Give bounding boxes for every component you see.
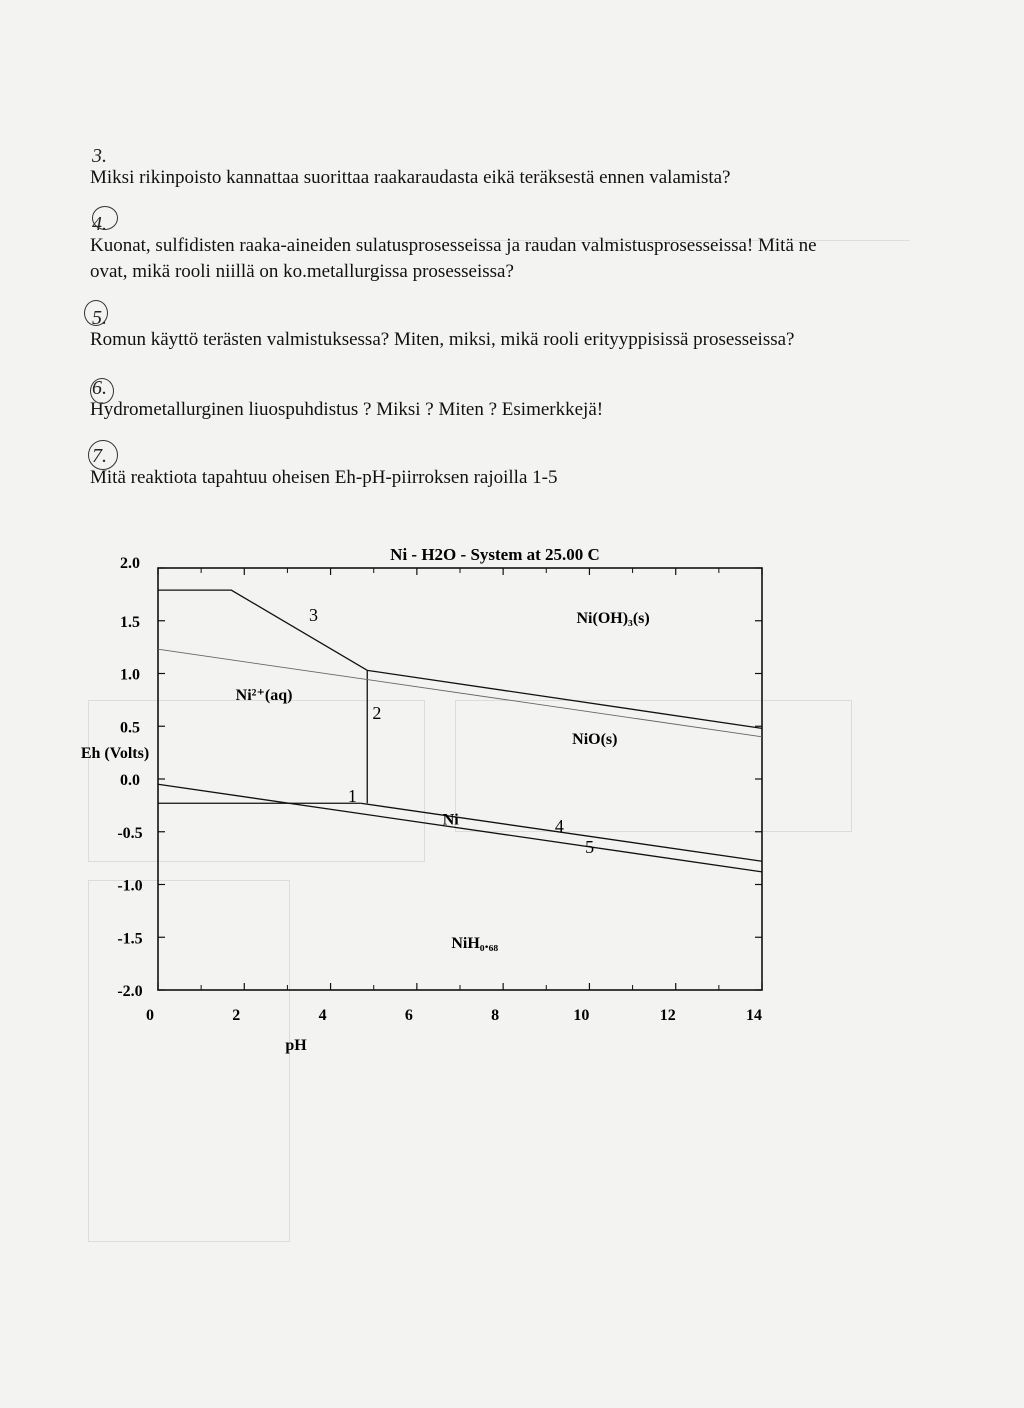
x-tick-label: 2 <box>232 1007 241 1024</box>
region-label: Ni(OH)₃(s) <box>576 609 650 627</box>
y-tick-label: 0.0 <box>120 772 140 789</box>
y-tick-label: -1.0 <box>117 877 143 895</box>
region-label: NiO(s) <box>572 731 618 749</box>
question-text: Miksi rikinpoisto kannattaa suorittaa raakaraudasta eikä teräksestä ennen valamista? <box>90 167 731 188</box>
line-number-label: 5 <box>585 836 595 857</box>
question-number: 7. <box>92 445 107 467</box>
region-label: Ni²⁺(aq) <box>235 686 293 704</box>
x-tick-label: 0 <box>146 1007 154 1024</box>
question-text: Kuonat, sulfidisten raaka-aineiden sulatusprosesseissa ja raudan valmistusprosesseissa! Mitä ne <box>90 235 817 256</box>
region-label: NiH₀.₆₈ <box>451 934 499 952</box>
question-text: Romun käyttö terästen valmistuksessa? Miten, miksi, mikä rooli erityyppisissä prosesseissa? <box>90 329 795 350</box>
x-tick-label: 4 <box>318 1007 327 1024</box>
y-tick-label: 1.0 <box>120 666 140 684</box>
question-number: 4. <box>92 213 107 235</box>
x-tick-label: 12 <box>659 1007 676 1024</box>
line-number-label: 3 <box>309 604 318 625</box>
boundary-line-upper-boundary <box>367 670 762 728</box>
plot-frame <box>158 568 762 990</box>
boundary-line-3 <box>158 590 367 670</box>
chart-title: Ni - H2O - System at 25.00 C <box>390 545 600 564</box>
x-tick-label: 6 <box>404 1007 413 1024</box>
y-tick-label: 1.5 <box>120 613 140 631</box>
y-tick-label: 0.5 <box>120 719 140 737</box>
y-tick-label: -2.0 <box>117 983 143 1000</box>
region-label: Ni <box>442 811 459 829</box>
y-tick-label: -0.5 <box>117 824 143 842</box>
y-tick-label: 2.0 <box>120 555 140 572</box>
question-number: 3. <box>92 145 107 167</box>
y-axis-label: Eh (Volts) <box>80 744 150 762</box>
line-number-label: 2 <box>372 702 382 723</box>
x-tick-label: 10 <box>573 1007 590 1024</box>
boundary-line-5 <box>158 784 762 872</box>
question-number: 6. <box>92 377 107 399</box>
question-text: ovat, mikä rooli niillä on ko.metallurgissa prosesseissa? <box>90 261 514 282</box>
line-number-label: 4 <box>554 815 564 836</box>
question-number: 5. <box>92 307 107 329</box>
y-tick-label: -1.5 <box>117 930 143 948</box>
question-text: Mitä reaktiota tapahtuu oheisen Eh-pH-piirroksen rajoilla 1-5 <box>90 467 558 488</box>
x-axis-label: pH <box>285 1037 307 1054</box>
x-tick-label: 8 <box>491 1007 500 1024</box>
question-text: Hydrometallurginen liuospuhdistus ? Miksi ? Miten ? Esimerkkejä! <box>90 399 604 420</box>
line-number-label: 1 <box>347 786 357 807</box>
x-tick-label: 14 <box>746 1007 762 1024</box>
